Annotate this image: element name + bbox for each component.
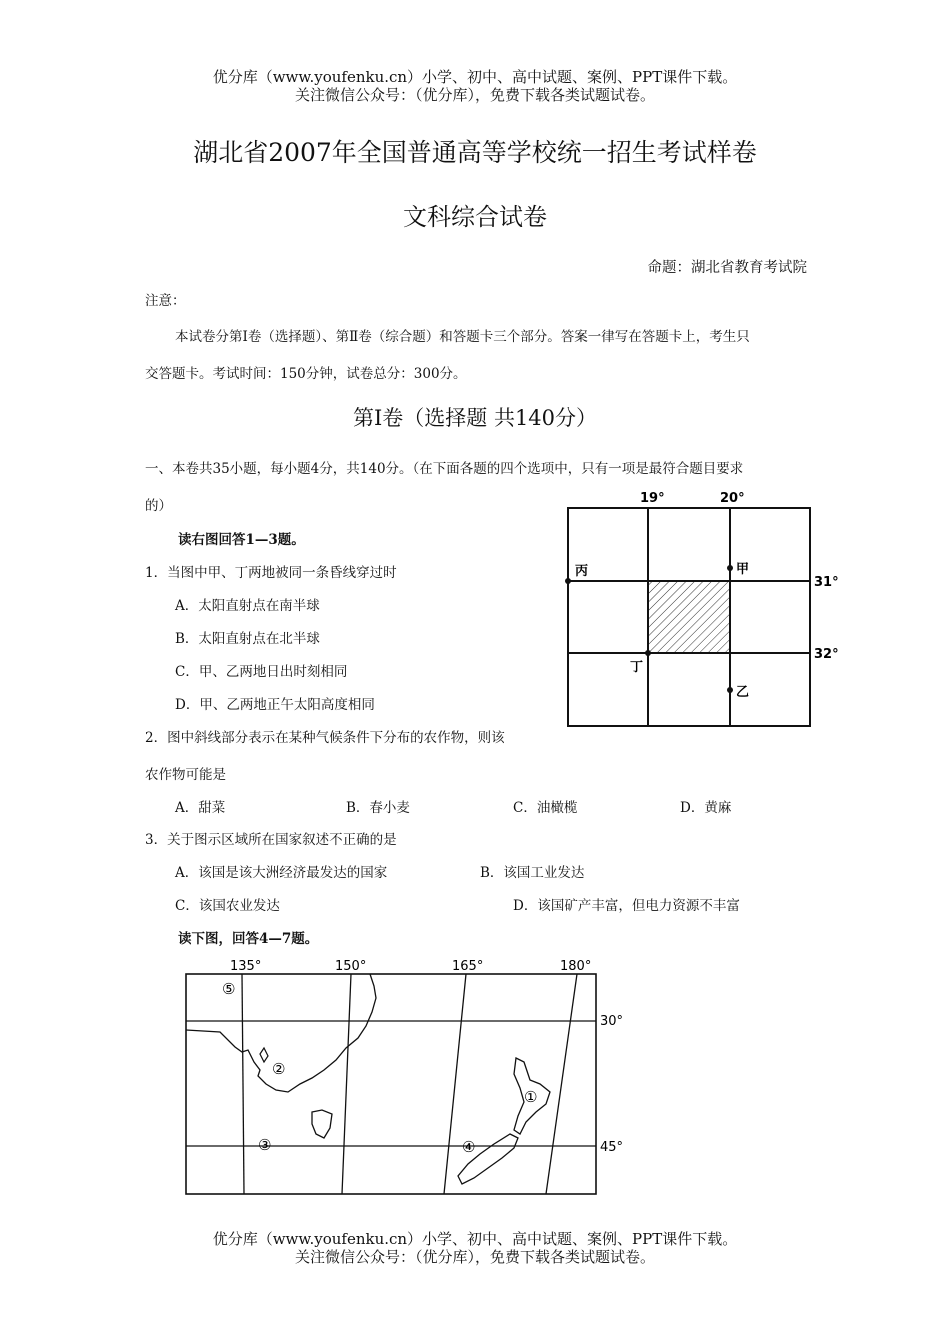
question-1-option-c: C．甲、乙两地日出时刻相同 [175,664,348,680]
document-subtitle: 文科综合试卷 [403,203,547,231]
question-3-option-d: D．该国矿产丰富，但电力资源不丰富 [513,898,740,914]
longitude-label-165: 165° [452,959,484,974]
longitude-label-135: 135° [230,959,262,974]
notice-line-2: 交答题卡。考试时间：150分钟，试卷总分：300分。 [145,366,467,382]
place-label-jia: 甲 [736,562,750,577]
latitude-label-32: 32° [814,647,839,662]
question-2-option-d: D．黄麻 [680,800,732,816]
longitude-label-150: 150° [335,959,367,974]
question-2-option-c: C．油橄榄 [513,800,578,816]
question-3-option-a: A．该国是该大洲经济最发达的国家 [175,865,388,881]
question-3-stem: 3．关于图示区域所在国家叙述不正确的是 [145,832,397,848]
group2-prompt: 读下图，回答4—7题。 [178,931,319,947]
footer-line-2: 关注微信公众号：（优分库），免费下载各类试题试卷。 [294,1248,655,1266]
question-1-option-a: A．太阳直射点在南半球 [175,598,320,614]
section-title: 第Ⅰ卷（选择题 共140分） [352,406,598,430]
region-map-frame [186,974,596,1194]
group1-prompt: 读右图回答1—3题。 [178,532,305,548]
question-1-option-b: B．太阳直射点在北半球 [175,631,320,647]
marker-5: ⑤ [222,980,236,998]
instructions-line-1: 一、本卷共35小题，每小题4分，共140分。（在下面各题的四个选项中，只有一项是最符合题目要求 [145,461,744,477]
header-line-2: 关注微信公众号：（优分库），免费下载各类试题试卷。 [294,86,655,104]
hatched-crop-area [648,581,730,653]
grid-map [550,488,850,738]
point-ding [645,650,651,656]
footer-line-1: 优分库（www.youfenku.cn）小学、初中、高中试题、案例、PPT课件下载。 [212,1230,738,1248]
place-label-bing: 丙 [575,564,589,579]
longitude-label-20: 20° [720,491,745,506]
question-3-option-b: B．该国工业发达 [480,865,585,881]
place-label-ding: 丁 [630,660,644,675]
region-map [180,952,640,1202]
question-1-stem: 1．当图中甲、丁两地被同一条昏线穿过时 [145,565,397,581]
latitude-label-45: 45° [600,1140,624,1155]
marker-4: ④ [462,1138,476,1156]
question-2-stem-cont: 农作物可能是 [145,767,226,783]
notice-line-1: 本试卷分第Ⅰ卷（选择题）、第Ⅱ卷（综合题）和答题卡三个部分。答案一律写在答题卡上，考生只 [175,329,750,345]
header-line-1: 优分库（www.youfenku.cn）小学、初中、高中试题、案例、PPT课件下载。 [212,68,738,86]
marker-3: ③ [258,1136,272,1154]
author-line: 命题：湖北省教育考试院 [647,260,807,276]
question-2-option-b: B．春小麦 [346,800,410,816]
question-3-option-c: C．该国农业发达 [175,898,280,914]
point-jia [727,565,733,571]
point-yi [727,687,733,693]
latitude-label-30: 30° [600,1014,624,1029]
longitude-label-19: 19° [640,491,665,506]
instructions-line-2: 的） [145,498,172,514]
question-2-stem: 2．图中斜线部分表示在某种气候条件下分布的农作物，则该 [145,730,505,746]
tasmania-outline [312,1110,332,1138]
question-1-option-d: D．甲、乙两地正午太阳高度相同 [175,697,375,713]
place-label-yi: 乙 [736,685,750,700]
point-bing [565,578,571,584]
marker-2: ② [272,1060,286,1078]
document-title: 湖北省2007年全国普通高等学校统一招生考试样卷 [193,138,757,167]
question-2-option-a: A．甜菜 [175,800,226,816]
notice-label: 注意： [145,293,186,309]
gulf-outline [260,1048,268,1062]
marker-1: ① [524,1088,538,1106]
longitude-label-180: 180° [560,959,592,974]
latitude-label-31: 31° [814,575,839,590]
